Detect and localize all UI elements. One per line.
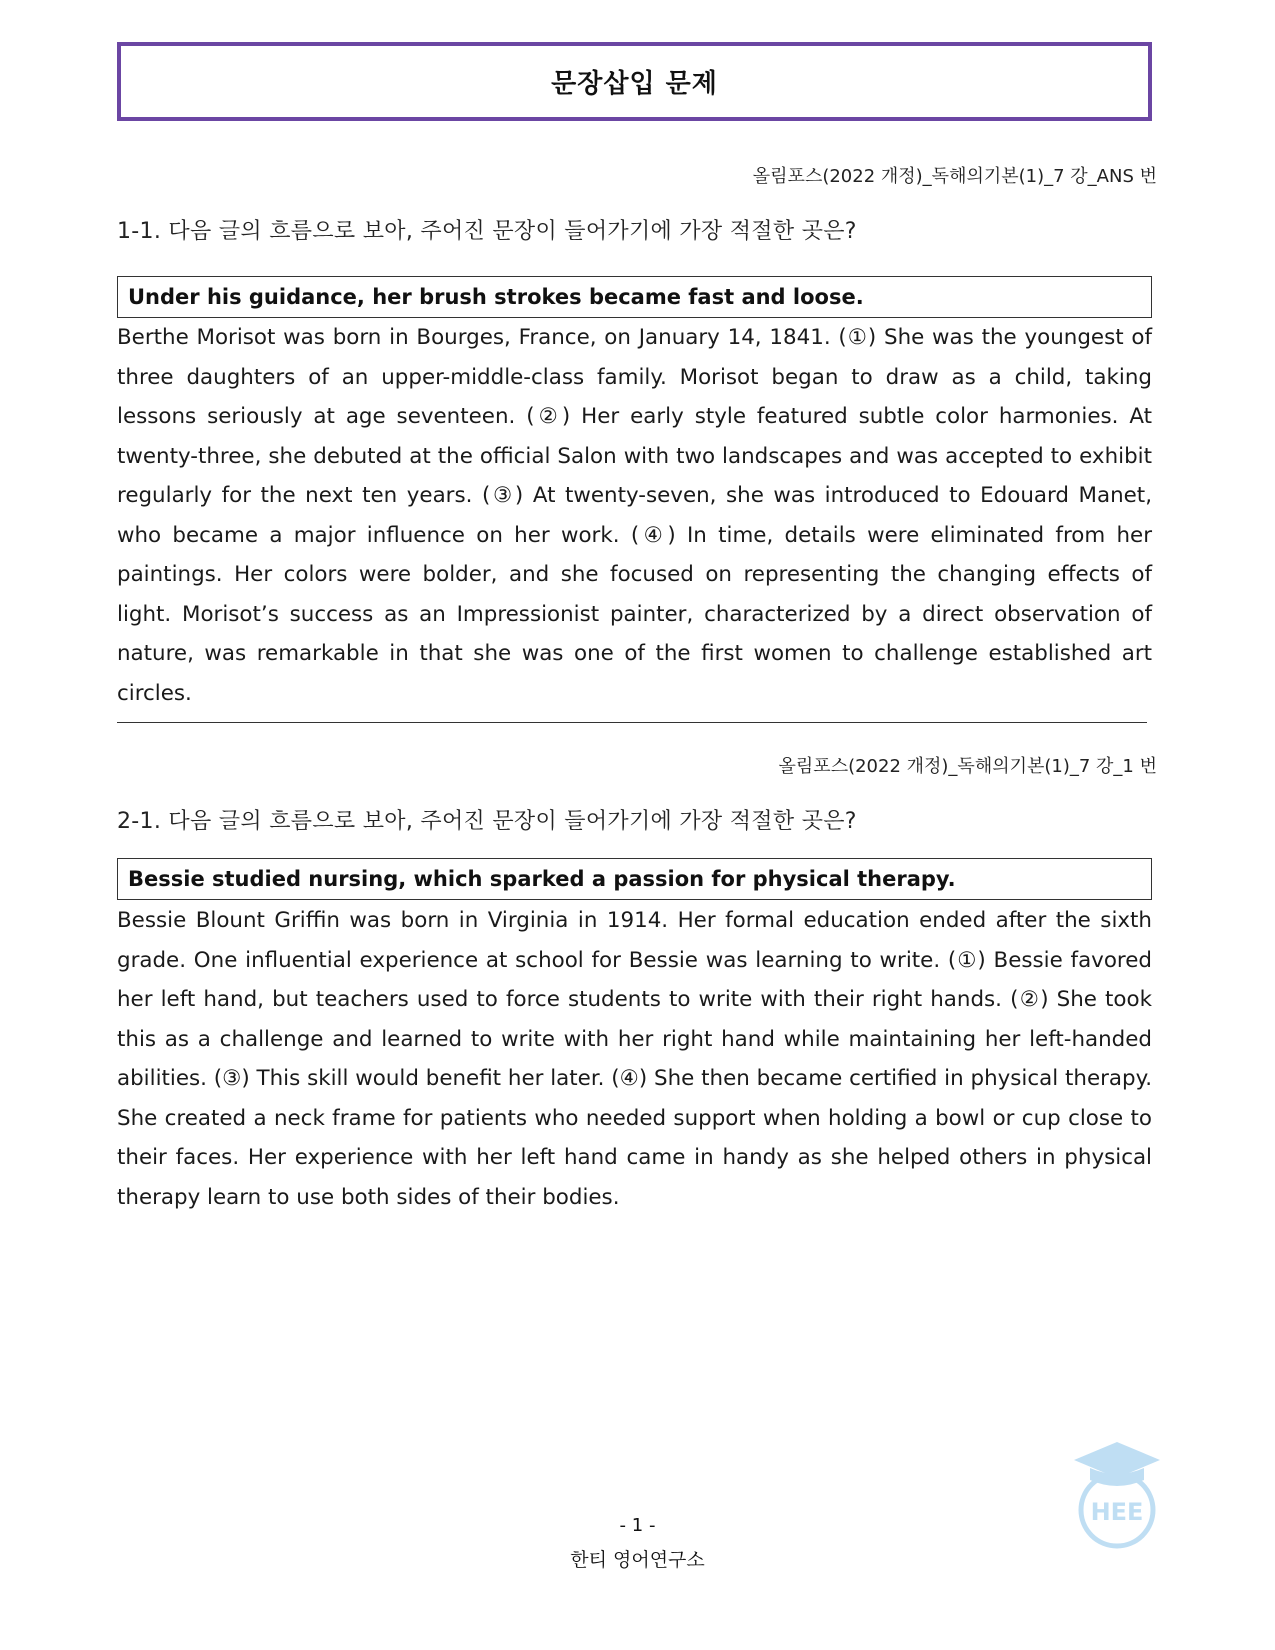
- q2-passage: Bessie Blount Griffin was born in Virginia in 1914. Her formal education ended after the sixth grade. One influential experience at school for Bessie was learning to write. (①) Bessie favored her left hand, but teachers used to force students to write with their right hands. (②) She took this as a challenge and learned to write with her right hand while maintaining her left-handed abilities. (③) This skill would benefit her later. (④) She then became certified in physical therapy. She created a neck frame for patients who needed support when holding a bowl or cup close to their faces. Her experience with her left hand came in handy as she helped others in physical therapy learn to use both sides of their bodies.: [117, 908, 1152, 1210]
- logo-text: HEE: [1090, 1498, 1144, 1526]
- q2-given-text: Bessie studied nursing, which sparked a passion for physical therapy.: [128, 867, 956, 891]
- q1-given-text: Under his guidance, her brush strokes became fast and loose.: [128, 285, 864, 309]
- q1-source: 올림포스(2022 개정)_독해의기본(1)_7 강_ANS 번: [752, 166, 1157, 187]
- q2-question: 2-1. 다음 글의 흐름으로 보아, 주어진 문장이 들어가기에 가장 적절한 곳은?: [117, 809, 857, 834]
- q1-passage: Berthe Morisot was born in Bourges, France, on January 14, 1841. (①) She was the youngest of three daughters of an upper-middle-class family. Morisot began to draw as a child, taking lessons seriously at age seventeen. (②) Her early style featured subtle color harmonies. At twenty-three, she debuted at the official Salon with two landscapes and was accepted to exhibit regularly for the next ten years. (③) At twenty-seven, she was introduced to Edouard Manet, who became a major influence on her work. (④) In time, details were eliminated from her paintings. Her colors were bolder, and she focused on representing the changing effects of light. Morisot’s success as an Impressionist painter, characterized by a direct observation of nature, was remarkable in that she was one of the first women to challenge established art circles.: [117, 325, 1152, 706]
- section-divider: [117, 722, 1147, 723]
- q2-given-sentence: [117, 858, 1152, 900]
- page-number: - 1 -: [619, 1515, 656, 1536]
- title-box: [117, 42, 1152, 121]
- q1-question: 1-1. 다음 글의 흐름으로 보아, 주어진 문장이 들어가기에 가장 적절한 곳은?: [117, 219, 857, 244]
- hee-logo-icon: [1072, 1440, 1162, 1550]
- publisher-name: 한티 영어연구소: [570, 1549, 705, 1571]
- q1-given-sentence: [117, 276, 1152, 318]
- q2-source: 올림포스(2022 개정)_독해의기본(1)_7 강_1 번: [778, 756, 1157, 777]
- page-title: 문장삽입 문제: [551, 69, 718, 99]
